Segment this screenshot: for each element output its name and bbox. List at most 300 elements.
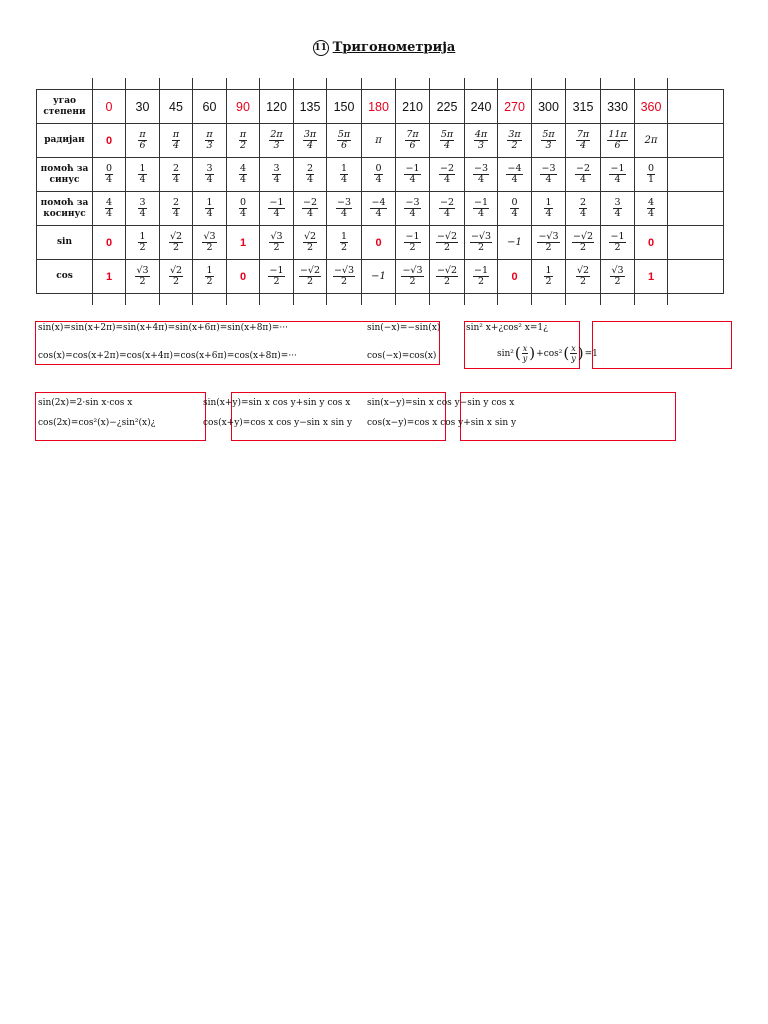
help-sin-row-cell [465,158,498,192]
help-cos-row-cell [635,192,668,226]
help-sin-row-trailing-cell [668,158,724,192]
denominator: 2 [340,242,348,253]
sin-row-fraction [202,232,216,253]
help-sin-row-cell [601,158,635,192]
sin-row-fraction [303,232,317,253]
denominator: 4 [375,208,382,219]
help-cos-row [37,192,724,226]
radians-row-cell: π [362,124,396,158]
denominator: 6 [340,140,348,151]
denominator: 4 [579,140,587,151]
cos-row-cell [465,260,498,294]
denominator: 4 [172,208,180,219]
numerator: 3 [206,163,213,174]
sin-row-cell: 0 [93,226,126,260]
pyth2-close-paren-2: ) [577,344,584,362]
table-edge-cell [532,78,566,90]
title-text: Тригонометрија [332,40,456,55]
denominator: 4 [443,174,451,185]
numerator: 2π [270,129,283,140]
degrees-row-cell: 180 [362,90,396,124]
numerator: −4 [507,163,522,174]
denominator: 2 [306,242,314,253]
numerator: 4 [239,163,247,174]
denominator: 4 [375,174,382,185]
pythagorean-identity-2 [497,344,598,363]
numerator: √2 [169,265,183,276]
help-sin-row-fraction [306,164,314,185]
denominator: 2 [206,242,213,253]
periodicity-cos-formula: cos(x)=cos(x+2π)=cos(x+4π)=cos(x+6π)=cos(x+8π)=··· [38,351,297,361]
numerator: −3 [336,197,351,208]
sin-row-fraction [572,232,594,253]
denominator: 6 [139,140,146,151]
help-cos-row-fraction [510,198,518,219]
denominator: 2 [579,276,587,287]
degrees-row-cell: 135 [294,90,327,124]
denominator: 4 [511,174,518,185]
numerator: −3 [405,197,420,208]
denominator: 2 [545,276,552,287]
sum-cos-formula: cos(x+y)=cos x cos y−sin x sin y [203,418,353,428]
degrees-row-cell: 90 [227,90,260,124]
help-sin-row-fraction [374,164,382,185]
cos-row-cell [532,260,566,294]
table-edge-cell [396,294,430,306]
radians-row-cell [430,124,465,158]
table-edge-cell [327,78,362,90]
help-cos-row-cell [396,192,430,226]
numerator: 1 [139,163,146,174]
denominator: 2 [409,276,416,287]
cos-row-cell [566,260,601,294]
denominator: 2 [206,276,213,287]
radians-row-fraction [337,130,351,151]
table-edge-cell [193,294,227,306]
help-cos-row-trailing-cell [668,192,724,226]
radians-row-trailing-cell [668,124,724,158]
degrees-row-cell: 210 [396,90,430,124]
cos-row-cell: 1 [635,260,668,294]
numerator: 1 [340,163,348,174]
sin-row-cell [601,226,635,260]
cos-row-cell [294,260,327,294]
denominator: 3 [477,140,485,151]
help-cos-row-label: помоћ за косинус [37,192,93,226]
help-cos-row-cell [227,192,260,226]
numerator: 4π [474,129,488,140]
cos-row-cell [126,260,160,294]
cos-row-fraction [544,266,552,287]
radians-row-cell [327,124,362,158]
help-sin-row-fraction [506,164,522,185]
degrees-row-cell: 150 [327,90,362,124]
denominator: 4 [579,174,587,185]
radians-row-cell [294,124,327,158]
table-edge-cell [532,294,566,306]
denominator: 2 [409,242,416,253]
degrees-row [37,90,724,124]
sin-row-trailing-cell [668,226,724,260]
denominator: 4 [105,174,113,185]
denominator: 2 [139,242,146,253]
radians-row-cell [126,124,160,158]
cos-row-fraction [610,266,624,287]
denominator: 4 [172,174,180,185]
degrees-row-trailing-cell [668,90,724,124]
help-sin-row-fraction [647,164,655,185]
table-edge-cell [93,294,126,306]
double-angle-sin-formula: sin(2x)=2·sin x·cos x [38,398,133,408]
degrees-row-cell: 360 [635,90,668,124]
help-cos-row-cell [126,192,160,226]
numerator: −3 [541,163,556,174]
numerator: 0 [511,197,518,208]
help-cos-row-cell [566,192,601,226]
table-edge-cell [193,78,227,90]
sin-row-fraction [436,232,458,253]
table-edge-cell [37,294,93,306]
cos-row-fraction [205,266,213,287]
degrees-row-cell: 270 [498,90,532,124]
help-sin-row-cell [635,158,668,192]
denominator: 4 [139,208,146,219]
help-sin-row-fraction [340,164,348,185]
denominator: 4 [139,174,146,185]
radians-row-cell [601,124,635,158]
odd-sin-formula: sin(−x)=−sin(x) [367,323,441,333]
denominator: 2 [172,242,180,253]
help-sin-row-fraction [272,164,280,185]
radians-row-cell [498,124,532,158]
degrees-row-cell: 315 [566,90,601,124]
table-edge-cell [227,294,260,306]
degrees-row-cell: 60 [193,90,227,124]
help-sin-row-fraction [239,164,247,185]
sin-row-cell [430,226,465,260]
help-cos-row-fraction [613,198,621,219]
denominator: 4 [477,208,485,219]
radians-row-cell: 0 [93,124,126,158]
help-cos-row-fraction [205,198,213,219]
sin-row-label: sin [37,226,93,260]
denominator: 4 [340,208,348,219]
denominator: 4 [545,208,552,219]
help-sin-row-cell [362,158,396,192]
help-cos-row-cell [465,192,498,226]
degrees-row-cell: 30 [126,90,160,124]
table-edge-cell [465,78,498,90]
pyth2-frac-2: $\frac{x}{y}$ [571,344,576,363]
numerator: π [172,129,180,140]
cos-row-fraction [299,266,321,287]
numerator: 1 [545,265,552,276]
denominator: 4 [105,208,113,219]
denominator: 4 [579,208,587,219]
sin-row-cell [260,226,294,260]
table-edge-cell [362,294,396,306]
numerator: √3 [611,265,624,276]
help-cos-row-cell [160,192,193,226]
denominator: 2 [477,242,485,253]
help-sin-row-fraction [609,164,625,185]
help-cos-row-fraction [268,198,284,219]
table-edge-cell [227,78,260,90]
numerator: 2 [172,163,180,174]
table-edge-cell [294,78,327,90]
help-cos-row-fraction [439,198,455,219]
denominator: 3 [545,140,552,151]
help-sin-row-cell [260,158,294,192]
help-sin-row-fraction [540,164,556,185]
table-edge-cell [126,78,160,90]
radians-row-fraction [172,130,180,151]
sin-row-fraction [404,232,420,253]
diff-sin-formula: sin(x−y)=sin x cos y−sin y cos x [367,398,515,408]
numerator: 3 [273,163,280,174]
denominator: 4 [206,174,213,185]
numerator: √2 [169,231,183,242]
diff-cos-formula: cos(x−y)=cos x cos y+sin x sin y [367,418,517,428]
degrees-row-cell: 225 [430,90,465,124]
radians-row-cell [532,124,566,158]
help-sin-row-fraction [105,164,113,185]
denominator: 2 [443,276,451,287]
denominator: 2 [579,242,587,253]
denominator: 4 [239,174,247,185]
table-edge-cell [498,78,532,90]
help-cos-row-cell [430,192,465,226]
radians-row-fraction [138,130,146,151]
denominator: 6 [614,140,621,151]
radians-row-cell [193,124,227,158]
denominator: 6 [409,140,416,151]
help-cos-row-fraction [579,198,587,219]
help-sin-row-label: помоћ за синус [37,158,93,192]
denominator: 4 [477,174,485,185]
denominator: 2 [443,242,451,253]
help-cos-row-fraction [544,198,552,219]
pyth2-sin: sin² [497,348,514,359]
table-edge-cell [430,294,465,306]
radians-row-cell [566,124,601,158]
table-edge-cell [635,78,668,90]
cos-row-fraction [333,266,355,287]
radians-row-fraction [405,130,419,151]
table-edge-cell [93,78,126,90]
numerator: 3 [614,197,621,208]
help-cos-row-fraction [302,198,318,219]
degrees-row-cell: 300 [532,90,566,124]
denominator: 4 [443,208,451,219]
degrees-row-cell: 0 [93,90,126,124]
help-cos-row-fraction [473,198,489,219]
numerator: 0 [375,163,382,174]
numerator: 1 [206,197,213,208]
table-edge-cell [498,294,532,306]
help-cos-row-fraction [404,198,420,219]
help-sin-row-fraction [439,164,455,185]
help-sin-row-fraction [404,164,420,185]
numerator: √2 [303,231,317,242]
sin-row-cell [193,226,227,260]
help-sin-row-cell [566,158,601,192]
help-sin-row-fraction [473,164,489,185]
denominator: 2 [273,276,280,287]
table-edge-cell [396,78,430,90]
table-edge-cell [566,78,601,90]
table-edge-cell [260,78,294,90]
title-number-badge: 11 [313,40,329,56]
help-sin-row-fraction [172,164,180,185]
denominator: 4 [614,208,621,219]
numerator: −1 [405,231,420,242]
table-edge-cell [160,294,193,306]
table-edge-cell [635,294,668,306]
table-edge-cell [126,294,160,306]
denominator: 1 [647,174,655,185]
numerator: −1 [405,163,420,174]
numerator: 1 [139,231,146,242]
numerator: 11π [608,129,627,140]
numerator: π [139,129,146,140]
help-cos-row-fraction [239,198,247,219]
help-sin-row-cell [532,158,566,192]
table-edge-cell [566,294,601,306]
table-edge-row [37,294,724,306]
help-cos-row-cell [193,192,227,226]
table-edge-cell [160,78,193,90]
denominator: 2 [477,276,485,287]
denominator: 4 [206,208,213,219]
numerator: −√3 [470,231,492,242]
sin-row-cell: −1 [498,226,532,260]
cos-row-fraction [268,266,284,287]
help-cos-row-cell [498,192,532,226]
help-sin-row-cell [227,158,260,192]
help-sin-row-cell [396,158,430,192]
denominator: 4 [239,208,247,219]
sin-row-fraction [269,232,283,253]
help-sin-row-fraction [575,164,591,185]
radians-row-fraction [576,130,590,151]
cos-row-cell [193,260,227,294]
numerator: 4 [105,197,113,208]
numerator: −2 [439,197,454,208]
cos-row-fraction [436,266,458,287]
cos-row-cell [601,260,635,294]
denominator: 2 [239,140,247,151]
numerator: 0 [647,163,655,174]
sin-row-fraction [609,232,625,253]
denominator: 4 [511,208,518,219]
numerator: π [239,129,247,140]
cos-row-fraction [576,266,590,287]
denominator: 2 [614,242,621,253]
pyth2-close-paren: ) [529,344,536,362]
sin-row-cell [566,226,601,260]
help-cos-row-cell [601,192,635,226]
numerator: −1 [269,265,284,276]
sin-row-fraction [537,232,559,253]
cos-row-fraction [135,266,149,287]
numerator: −1 [610,231,625,242]
table-edge-cell [294,294,327,306]
cos-row-cell [160,260,193,294]
cos-row-fraction [169,266,183,287]
numerator: 7π [576,129,590,140]
numerator: 4 [647,197,655,208]
numerator: 5π [542,129,555,140]
denominator: 4 [545,174,552,185]
radians-row-fraction [474,130,488,151]
cos-row-fraction [401,266,423,287]
numerator: 3 [139,197,146,208]
help-cos-row-cell [260,192,294,226]
help-cos-row-fraction [370,198,386,219]
degrees-row-label: угао степени [37,90,93,124]
help-sin-row [37,158,724,192]
help-sin-row-fraction [138,164,146,185]
radians-row-cell [227,124,260,158]
sin-row-cell: 0 [635,226,668,260]
table-edge-cell [465,294,498,306]
table-edge-cell [37,78,93,90]
denominator: 4 [614,174,621,185]
sin-row-fraction [138,232,146,253]
numerator: −2 [439,163,454,174]
numerator: 2 [579,197,587,208]
pyth2-equals: =1 [584,348,598,359]
numerator: −√2 [436,265,458,276]
cos-row-label: cos [37,260,93,294]
numerator: 3π [508,129,521,140]
cos-row-cell [430,260,465,294]
sin-row-cell [396,226,430,260]
radians-row-fraction [507,130,521,151]
numerator: −√3 [333,265,355,276]
numerator: 5π [337,129,351,140]
sin-row-cell [465,226,498,260]
numerator: −√3 [402,265,423,276]
help-sin-row-cell [93,158,126,192]
cos-row-trailing-cell [668,260,724,294]
degrees-row-cell: 45 [160,90,193,124]
help-cos-row-cell [327,192,362,226]
numerator: 0 [105,163,113,174]
help-cos-row-cell [294,192,327,226]
denominator: 4 [172,140,180,151]
numerator: π [206,129,213,140]
denominator: 2 [273,242,280,253]
table-edge-cell [327,294,362,306]
help-sin-row-cell [430,158,465,192]
radians-row-fraction [205,130,213,151]
even-cos-formula: cos(−x)=cos(x) [367,351,437,361]
help-cos-row-cell [362,192,396,226]
denominator: 4 [409,208,416,219]
numerator: 0 [239,197,247,208]
help-sin-row-cell [327,158,362,192]
denominator: 2 [545,242,552,253]
cos-row-cell [260,260,294,294]
pyth2-open-paren-2: ( [563,344,570,362]
radians-row-cell [260,124,294,158]
table-edge-cell [601,294,635,306]
numerator: 1 [340,231,348,242]
sum-sin-formula: sin(x+y)=sin x cos y+sin y cos x [203,398,351,408]
numerator: −1 [473,265,488,276]
